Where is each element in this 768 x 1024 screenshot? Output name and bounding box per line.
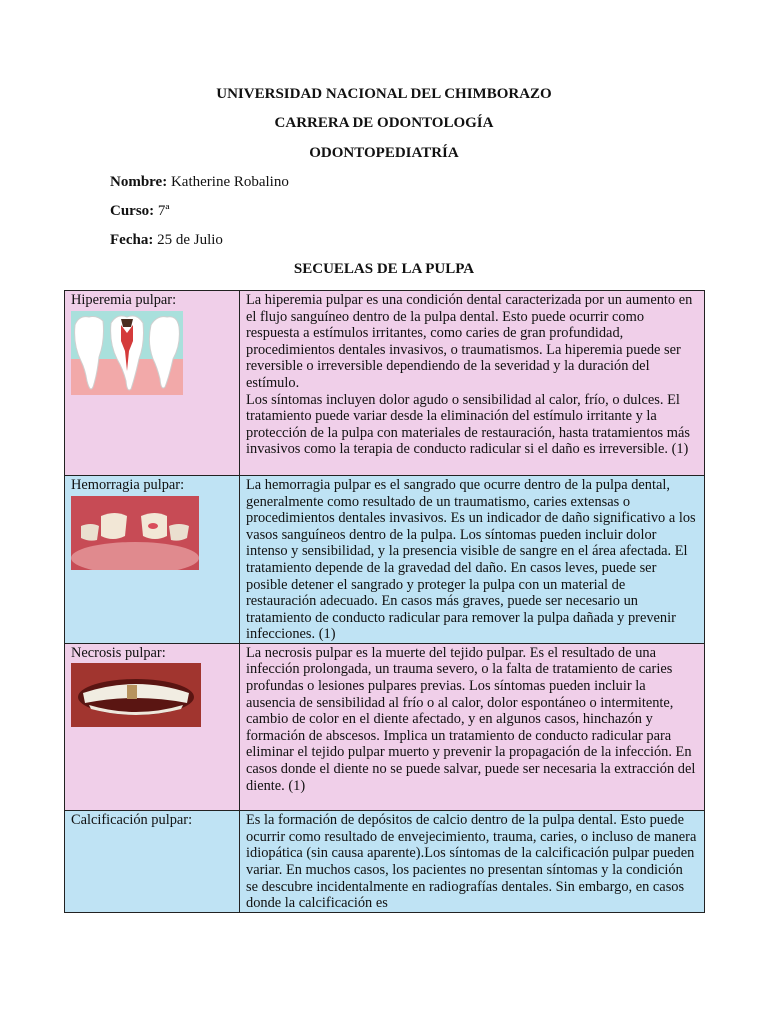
date-field [110,232,223,249]
tooth-caries-diagram-image [71,311,183,395]
university-heading: UNIVERSIDAD NACIONAL DEL CHIMBORAZO [216,86,552,102]
row-description-cell [240,291,705,476]
row-label: Hiperemia pulpar: [71,292,177,308]
subject-heading: ODONTOPEDIATRÍA [309,145,459,161]
row-description-continued: Los síntomas incluyen dolor agudo o sensibilidad al calor, frío, o dulces. El tratamiento puede variar desde la eliminación del estímulo irritante y la protección de la pulpa con materiales de restauración, hasta tratamientos más invasivos como la terapia de conducto radicular si el daño es irreversible. (1) [246,391,690,458]
date-label: Fecha: [110,232,154,248]
course-value: 7ª [154,203,170,219]
row-label-cell [65,291,240,476]
name-label: Nombre: [110,174,168,190]
fractured-incisors-photo-image [71,496,199,570]
row-label-cell [65,475,240,643]
row-description: La hiperemia pulpar es una condición dental caracterizada por un aumento en el flujo sanguíneo dentro de la pulpa dental. Esto puede ocurrir como respuesta a estímulos irritantes, como caries de gran profundidad, procedimientos dentales invasivos, o traumatismos. La hiperemia puede ser reversible o irreversible dependiendo de la severidad y la duración del estímulo. [246,292,693,391]
row-description-cell [240,643,705,810]
course-field [110,203,170,220]
row-description-cell [240,475,705,643]
date-value: 25 de Julio [153,232,223,248]
career-heading: CARRERA DE ODONTOLOGÍA [274,115,494,131]
row-label-cell [65,811,240,913]
table-row-hiperemia [65,291,705,476]
row-label: Hemorragia pulpar: [71,476,185,493]
table-row-necrosis [65,643,705,810]
discolored-tooth-smile-photo-image [71,663,201,727]
row-description: La necrosis pulpar es la muerte del tejido pulpar. Es el resultado de una infección prolongada, un trauma severo, o la falta de tratamiento de caries profundas o lesiones pulpares previas. Los síntomas pueden incluir la ausencia de sensibilidad al frío o al calor, dolor espontáneo o intermitente, cambio de color en el diente afectado, y en algunos casos, hinchazón y formación de abscesos. Implica un tratamiento de conducto radicular para eliminar el tejido pulpar muerto y prevenir la propagación de la infección. En casos donde el diente no se puede salvar, puede ser necesaria la extracción del diente. (1) [246,644,696,794]
row-label: Calcificación pulpar: [71,812,193,829]
row-description: La hemorragia pulpar es el sangrado que ocurre dentro de la pulpa dental, generalmente como resultado de un traumatismo, caries extensas o procedimientos dentales invasivos. Es un indicador de daño significativo a los vasos sanguíneos dentro de la pulpa. Los síntomas pueden incluir dolor intenso y sensibilidad, y la presencia visible de sangre en el área afectada. El tratamiento depende de la gravedad del daño. En casos leves, puede ser posible detener el sangrado y proteger la pulpa con un material de restauración adecuado. En casos más graves, puede ser necesario un tratamiento de conducto radicular para remover la pulpa dañada y prevenir infecciones. (1) [246,476,696,643]
row-label-cell [65,643,240,810]
name-value: Katherine Robalino [167,174,289,190]
pulp-sequelae-table [64,290,705,913]
table-row-hemorragia [65,475,705,643]
table-row-calcificacion [65,811,705,913]
row-label: Necrosis pulpar: [71,644,166,661]
row-description: Es la formación de depósitos de calcio dentro de la pulpa dental. Esto puede ocurrir como resultado de envejecimiento, trauma, caries, o incluso de manera idiopática (sin causa aparente).Los síntomas de la calcificación pulpar pueden variar. En muchos casos, los pacientes no presentan síntomas y la condición se descubre incidentalmente en radiografías dentales. Sin embargo, en casos donde la calcificación es [246,812,697,912]
course-label: Curso: [110,203,155,219]
name-field [110,174,289,191]
section-title: SECUELAS DE LA PULPA [293,261,475,277]
row-description-cell [240,811,705,913]
